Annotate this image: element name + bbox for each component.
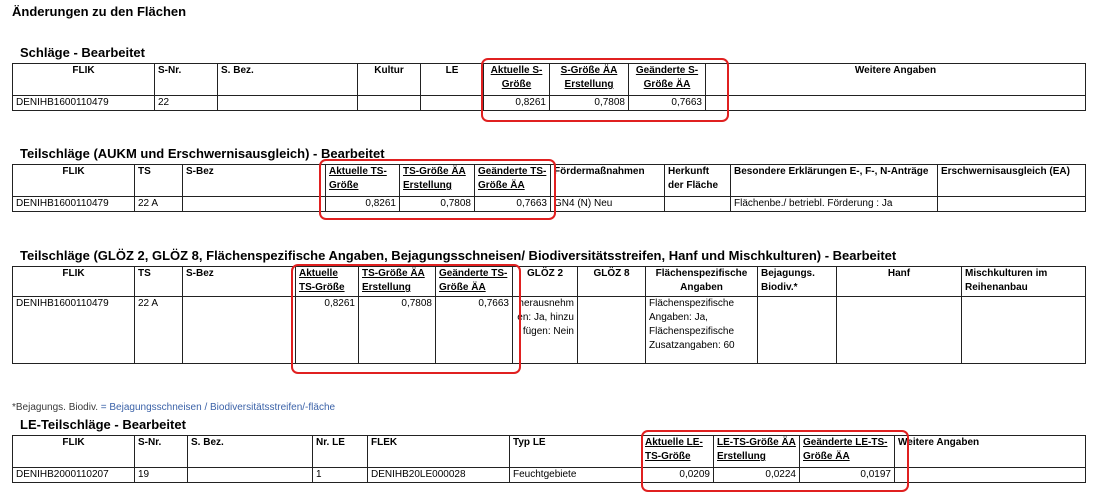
col-header: FLIK: [13, 436, 135, 468]
cell-snr: 22: [155, 96, 218, 111]
col-header: S-Nr.: [155, 64, 218, 96]
cell-sbez: [218, 96, 358, 111]
cell-flik: DENIHB1600110479: [13, 297, 135, 364]
col-header: Typ LE: [510, 436, 642, 468]
cell-flaechenspezifisch: Flächenspezifische Angaben: Ja, Flächenspezifische Zusatzangaben: 60: [646, 297, 758, 364]
col-header: GLÖZ 2: [513, 267, 578, 297]
cell-gloez2: herausnehmen: Ja, hinzufügen: Nein: [513, 297, 578, 364]
cell-aktuelle: 0,8261: [484, 96, 550, 111]
cell-geaendert: 0,0197: [800, 468, 895, 483]
cell-kultur: [358, 96, 421, 111]
col-header: S. Bez.: [218, 64, 358, 96]
footnote-text: = Bejagungsschneisen / Biodiversitätsstreifen/-fläche: [100, 402, 336, 413]
col-header: Besondere Erklärungen E-, F-, N-Anträge: [731, 165, 938, 197]
cell-weitere: [895, 468, 1086, 483]
col-header: Flächenspezifische Angaben: [646, 267, 758, 297]
cell-geaendert: 0,7663: [475, 197, 551, 212]
col-header: TS-Größe ÄA Erstellung: [400, 165, 475, 197]
cell-erstellung: 0,0224: [714, 468, 800, 483]
cell-erstellung: 0,7808: [400, 197, 475, 212]
cell-hanf: [837, 297, 962, 364]
cell-herkunft: [665, 197, 731, 212]
col-header: Hanf: [837, 267, 962, 297]
teilschlaege-aukm-table: [12, 164, 1086, 212]
col-header: Bejagungs. Biodiv.*: [758, 267, 837, 297]
col-header: TS-Größe ÄA Erstellung: [359, 267, 436, 297]
cell-gloez8: [578, 297, 646, 364]
cell-typ: Feuchtgebiete: [510, 468, 642, 483]
cell-snr: 19: [135, 468, 188, 483]
table-header-row: [13, 165, 1086, 197]
cell-ts: 22 A: [135, 297, 183, 364]
cell-foerder: GN4 (N) Neu: [551, 197, 665, 212]
col-header: FLIK: [13, 64, 155, 96]
col-header: FLIK: [13, 267, 135, 297]
cell-erstellung: 0,7808: [550, 96, 629, 111]
col-header: LE-TS-Größe ÄA Erstellung: [714, 436, 800, 468]
teilschlaege-gloez-table: [12, 266, 1086, 364]
section-title-schlaege: Schläge - Bearbeitet: [20, 45, 145, 60]
cell-misch: [962, 297, 1086, 364]
le-teilschlaege-table: [12, 435, 1086, 483]
col-header: S-Bez: [183, 267, 296, 297]
col-header: S-Größe ÄA Erstellung: [550, 64, 629, 96]
col-header: Nr. LE: [313, 436, 368, 468]
cell-sbez: [183, 197, 326, 212]
cell-aktuelle: 0,8261: [326, 197, 400, 212]
cell-flik: DENIHB2000110207: [13, 468, 135, 483]
cell-flik: DENIHB1600110479: [13, 96, 155, 111]
cell-bejagung: [758, 297, 837, 364]
cell-flik: DENIHB1600110479: [13, 197, 135, 212]
cell-ts: 22 A: [135, 197, 183, 212]
cell-sbez: [188, 468, 313, 483]
footnote: [12, 402, 335, 413]
section-title-le-teilschlaege: LE-Teilschläge - Bearbeitet: [20, 417, 186, 432]
cell-ea: [938, 197, 1086, 212]
col-header: Geänderte S-Größe ÄA: [629, 64, 706, 96]
cell-nrle: 1: [313, 468, 368, 483]
table-row: [13, 468, 1086, 483]
cell-aktuelle: 0,0209: [642, 468, 714, 483]
cell-weitere: [706, 96, 1086, 111]
cell-besondere: Flächenbe./ betriebl. Förderung : Ja: [731, 197, 938, 212]
col-header: Aktuelle TS-Größe: [296, 267, 359, 297]
table-header-row: [13, 64, 1086, 96]
cell-flek: DENIHB20LE000028: [368, 468, 510, 483]
col-header: Aktuelle LE-TS-Größe: [642, 436, 714, 468]
cell-sbez: [183, 297, 296, 364]
col-header: Geänderte TS-Größe ÄA: [475, 165, 551, 197]
section-title-teilschlaege-aukm: Teilschläge (AUKM und Erschwernisausgleich) - Bearbeitet: [20, 146, 385, 161]
table-row: [13, 197, 1086, 212]
col-header: Herkunft der Fläche: [665, 165, 731, 197]
col-header: S-Bez: [183, 165, 326, 197]
col-header: FLEK: [368, 436, 510, 468]
col-header: Geänderte TS-Größe ÄA: [436, 267, 513, 297]
col-header: FLIK: [13, 165, 135, 197]
cell-geaendert: 0,7663: [436, 297, 513, 364]
col-header: Erschwernisausgleich (EA): [938, 165, 1086, 197]
col-header: S-Nr.: [135, 436, 188, 468]
col-header: Aktuelle TS-Größe: [326, 165, 400, 197]
schlaege-table: [12, 63, 1086, 111]
page-title: Änderungen zu den Flächen: [12, 4, 187, 19]
col-header: GLÖZ 8: [578, 267, 646, 297]
cell-erstellung: 0,7808: [359, 297, 436, 364]
cell-aktuelle: 0,8261: [296, 297, 359, 364]
col-header: TS: [135, 267, 183, 297]
col-header: Aktuelle S-Größe: [484, 64, 550, 96]
cell-le: [421, 96, 484, 111]
col-header: Geänderte LE-TS-Größe ÄA: [800, 436, 895, 468]
col-header: Fördermaßnahmen: [551, 165, 665, 197]
table-row: [13, 297, 1086, 364]
table-row: [13, 96, 1086, 111]
col-header: Weitere Angaben: [706, 64, 1086, 96]
cell-geaendert: 0,7663: [629, 96, 706, 111]
col-header: Weitere Angaben: [895, 436, 1086, 468]
col-header: S. Bez.: [188, 436, 313, 468]
section-title-teilschlaege-gloez: Teilschläge (GLÖZ 2, GLÖZ 8, Flächenspezifische Angaben, Bejagungsschneisen/ Biodiversitätsstreifen, Hanf und Mischkulturen) - Bearbeitet: [20, 248, 897, 263]
table-header-row: [13, 436, 1086, 468]
col-header: Mischkulturen im Reihenanbau: [962, 267, 1086, 297]
col-header: TS: [135, 165, 183, 197]
col-header: LE: [421, 64, 484, 96]
table-header-row: [13, 267, 1086, 297]
col-header: Kultur: [358, 64, 421, 96]
footnote-prefix: *Bejagungs. Biodiv.: [12, 402, 101, 413]
